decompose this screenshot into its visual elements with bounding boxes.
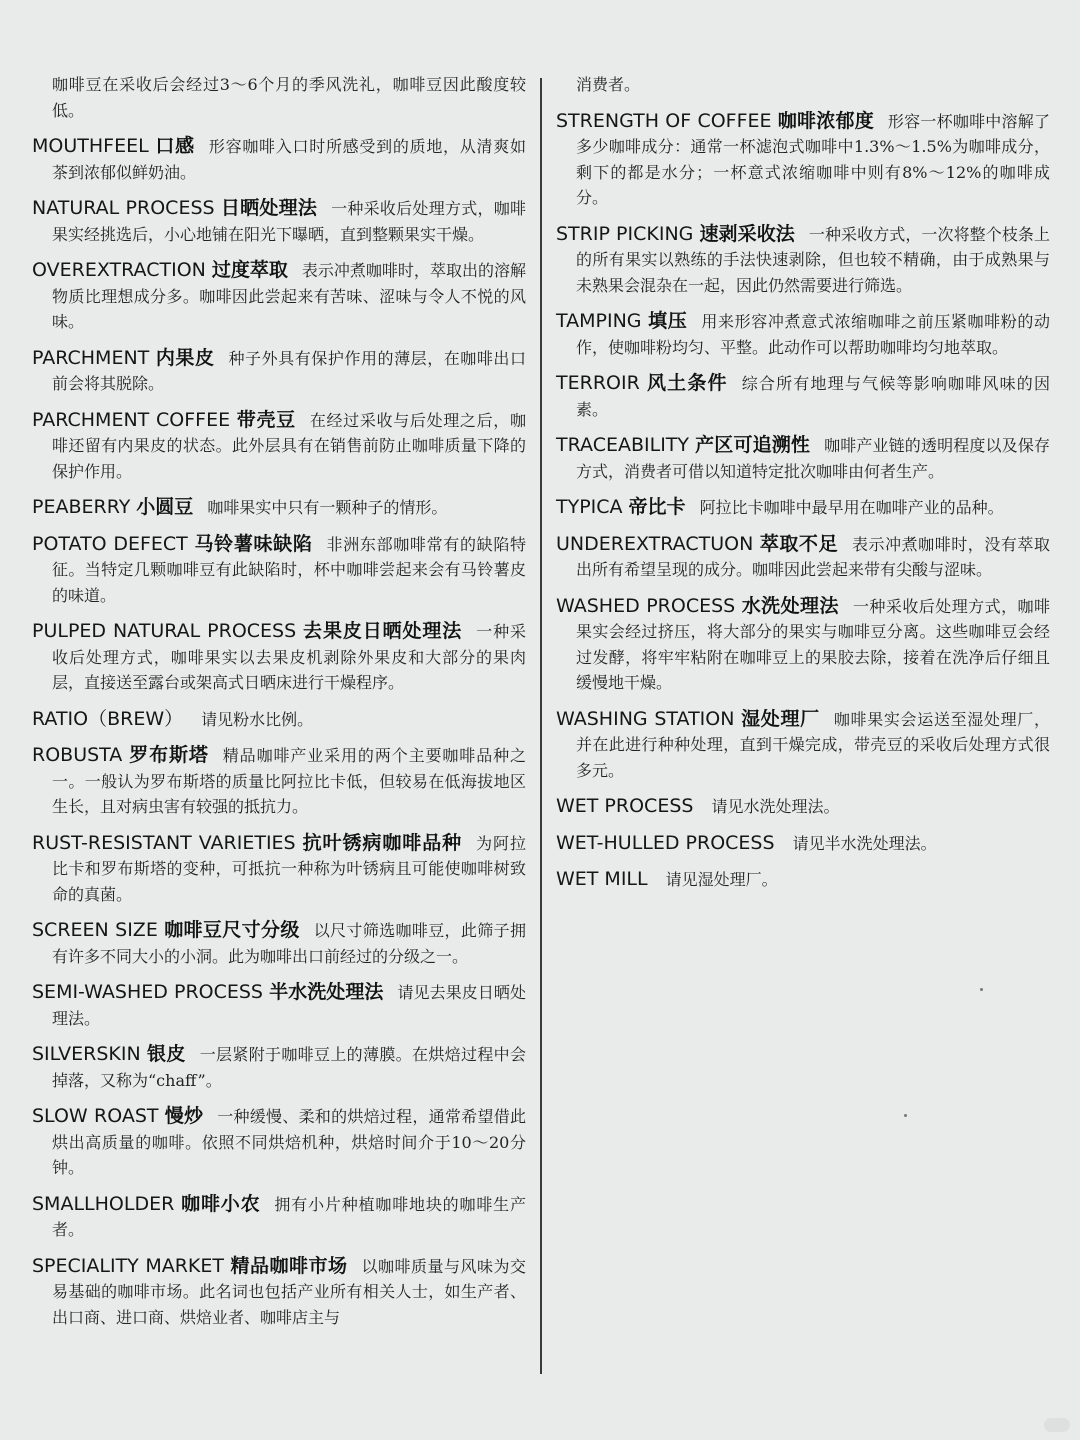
term-definition: 一层紧附于咖啡豆上的薄膜。在烘焙过程中会掉落，又称为“chaff”。 xyxy=(52,1045,526,1090)
term-english: WET MILL xyxy=(556,868,648,890)
term-definition: 一种采收后处理方式，咖啡果实以去果皮机剥除外果皮和大部分的果肉层，直接送至露台或架高式日晒床进行干燥程序。 xyxy=(52,622,526,692)
term-english: WET PROCESS xyxy=(556,795,694,817)
term-english: RUST-RESISTANT VARIETIES xyxy=(32,831,296,854)
term-definition: 一种采收后处理方式，咖啡果实会经过挤压，将大部分的果实与咖啡豆分离。这些咖啡豆会经过发酵，将牢牢粘附在咖啡豆上的果胶去除，接着在洗净后仔细且缓慢地干燥。 xyxy=(576,596,1050,692)
glossary-entry xyxy=(556,831,1050,857)
glossary-entry xyxy=(32,258,526,335)
glossary-entry xyxy=(32,1042,526,1093)
term-definition: 综合所有地理与气候等影响咖啡风味的因素。 xyxy=(576,374,1050,419)
term-english: TAMPING xyxy=(556,310,642,332)
glossary-column-right xyxy=(556,72,1050,904)
term-definition: 一种采收后处理方式，咖啡果实经挑选后，小心地铺在阳光下曝晒，直到整颗果实干燥。 xyxy=(52,199,526,244)
term-chinese: 马铃薯味缺陷 xyxy=(193,532,313,555)
term-chinese: 抗叶锈病咖啡品种 xyxy=(301,831,463,854)
term-definition: 咖啡果实中只有一颗种子的情形。 xyxy=(207,498,448,517)
term-chinese: 日晒处理法 xyxy=(220,197,318,219)
term-chinese: 水洗处理法 xyxy=(741,594,839,617)
term-english: SLOW ROAST xyxy=(32,1105,159,1127)
term-definition: 请见去果皮日晒处理法。 xyxy=(52,983,526,1028)
term-chinese: 帝比卡 xyxy=(628,496,686,518)
term-english: PARCHMENT COFFEE xyxy=(32,408,231,431)
term-english: TRACEABILITY xyxy=(556,434,690,456)
glossary-entry xyxy=(556,309,1050,360)
term-english: TERROIR xyxy=(556,372,640,394)
term-definition: 咖啡产业链的透明程度以及保存方式，消费者可借以知道特定批次咖啡由何者生产。 xyxy=(576,436,1050,481)
term-english: PARCHMENT xyxy=(32,346,150,369)
term-definition: 非洲东部咖啡常有的缺陷特征。当特定几颗咖啡豆有此缺陷时，杯中咖啡尝起来会有马铃薯皮的味道。 xyxy=(52,534,526,605)
term-english: SEMI-WASHED PROCESS xyxy=(32,981,263,1003)
glossary-entry xyxy=(556,867,1050,893)
term-chinese: 咖啡小农 xyxy=(180,1192,261,1215)
glossary-entry xyxy=(32,1254,526,1331)
term-definition: 阿拉比卡咖啡中最早用在咖啡产业的品种。 xyxy=(699,498,1004,517)
glossary-entry xyxy=(32,918,526,969)
term-chinese: 慢炒 xyxy=(164,1105,204,1127)
glossary-entry xyxy=(32,1104,526,1181)
term-definition: 形容咖啡入口时所感受到的质地，从清爽如茶到浓郁似鲜奶油。 xyxy=(52,137,526,182)
term-english: NATURAL PROCESS xyxy=(32,197,215,219)
term-english: SCREEN SIZE xyxy=(32,919,158,941)
term-chinese: 咖啡浓郁度 xyxy=(777,109,874,132)
term-english: RATIO（BREW） xyxy=(32,707,184,730)
term-chinese: 银皮 xyxy=(146,1043,186,1065)
glossary-entry xyxy=(556,222,1050,299)
term-chinese: 过度萃取 xyxy=(211,259,288,281)
term-chinese: 精品咖啡市场 xyxy=(230,1254,348,1277)
glossary-entry xyxy=(556,72,1050,98)
term-chinese: 小圆豆 xyxy=(136,496,194,518)
term-definition: 请见半水洗处理法。 xyxy=(792,833,937,853)
term-english: WASHED PROCESS xyxy=(556,594,736,617)
glossary-entry xyxy=(556,109,1050,211)
glossary-entry xyxy=(32,532,526,609)
term-chinese: 风土条件 xyxy=(645,372,728,394)
glossary-entry xyxy=(556,371,1050,422)
term-chinese: 湿处理厂 xyxy=(740,707,820,730)
speck-mark xyxy=(904,1114,907,1117)
term-definition: 精品咖啡产业采用的两个主要咖啡品种之一。一般认为罗布斯塔的质量比阿拉比卡低，但较易在低海拔地区生长，且对病虫害有较强的抵抗力。 xyxy=(52,746,526,816)
term-english: PULPED NATURAL PROCESS xyxy=(32,620,297,642)
term-definition: 一种采收方式，一次将整个枝条上的所有果实以熟练的手法快速剥除，但也较不精确，由于成熟果与未熟果会混杂在一起，因此仍然需要进行筛选。 xyxy=(576,224,1050,295)
term-definition: 形容一杯咖啡中溶解了多少咖啡成分：通常一杯滤泡式咖啡中1.3%～1.5%为咖啡成分，剩下的都是水分；一杯意式浓缩咖啡中则有8%～12%的咖啡成分。 xyxy=(576,111,1050,207)
glossary-entry xyxy=(32,1192,526,1243)
glossary-entry xyxy=(556,495,1050,521)
term-definition: 请见粉水比例。 xyxy=(201,709,314,729)
term-english: MOUTHFEEL xyxy=(32,135,149,157)
term-definition: 请见湿处理厂。 xyxy=(665,870,778,889)
term-chinese: 速剥采收法 xyxy=(699,222,795,245)
glossary-entry xyxy=(32,196,526,247)
glossary-column-left xyxy=(32,72,526,1341)
term-chinese: 带壳豆 xyxy=(236,408,296,431)
term-definition: 咖啡果实会运送至湿处理厂，并在此进行种种处理，直到干燥完成，带壳豆的采收后处理方式很多元。 xyxy=(576,709,1050,780)
term-english: WET-HULLED PROCESS xyxy=(556,831,775,854)
term-definition: 消费者。 xyxy=(576,75,641,94)
glossary-entry xyxy=(556,532,1050,583)
term-english: PEABERRY xyxy=(32,496,131,518)
term-definition: 用来形容冲煮意式浓缩咖啡之前压紧咖啡粉的动作，使咖啡粉均匀、平整。此动作可以帮助咖啡均匀地萃取。 xyxy=(576,312,1050,357)
term-definition: 表示冲煮咖啡时，萃取出的溶解物质比理想成分多。咖啡因此尝起来有苦味、涩味与令人不悦的风味。 xyxy=(52,261,526,331)
term-chinese: 内果皮 xyxy=(155,346,215,369)
glossary-entry xyxy=(556,707,1050,784)
glossary-entry xyxy=(32,495,526,521)
glossary-entry xyxy=(32,346,526,397)
term-english: OVEREXTRACTION xyxy=(32,259,206,281)
glossary-entry xyxy=(556,794,1050,820)
term-english: STRIP PICKING xyxy=(556,222,694,245)
term-chinese: 产区可追溯性 xyxy=(695,434,811,456)
term-definition: 以咖啡质量与风味为交易基础的咖啡市场。此名词也包括产业所有相关人士，如生产者、出口商、进口商、烘焙业者、咖啡店主与 xyxy=(52,1256,526,1327)
glossary-entry xyxy=(556,433,1050,484)
term-definition: 种子外具有保护作用的薄层，在咖啡出口前会将其脱除。 xyxy=(52,348,526,393)
term-chinese: 口感 xyxy=(154,135,195,157)
column-divider xyxy=(540,78,542,1374)
glossary-entry xyxy=(32,831,526,908)
term-chinese: 咖啡豆尺寸分级 xyxy=(163,919,300,941)
term-chinese: 半水洗处理法 xyxy=(269,981,384,1003)
glossary-entry xyxy=(556,594,1050,696)
term-chinese: 填压 xyxy=(647,310,688,332)
glossary-entry xyxy=(32,743,526,820)
term-english: POTATO DEFECT xyxy=(32,532,188,555)
term-english: UNDEREXTRACTUON xyxy=(556,532,754,555)
term-chinese: 萃取不足 xyxy=(759,532,839,555)
term-english: TYPICA xyxy=(556,496,623,518)
glossary-entry xyxy=(32,619,526,696)
term-english: SILVERSKIN xyxy=(32,1043,141,1065)
glossary-entry xyxy=(32,408,526,485)
term-definition: 一种缓慢、柔和的烘焙过程，通常希望借此烘出高质量的咖啡。依照不同烘焙机种，烘焙时间介于10～20分钟。 xyxy=(52,1107,526,1177)
term-definition: 请见水洗处理法。 xyxy=(711,797,840,816)
term-definition: 拥有小片种植咖啡地块的咖啡生产者。 xyxy=(52,1194,526,1239)
term-definition: 为阿拉比卡和罗布斯塔的变种，可抵抗一种称为叶锈病且可能使咖啡树致命的真菌。 xyxy=(52,833,526,904)
term-chinese: 罗布斯塔 xyxy=(128,744,209,766)
term-definition: 在经过采收与后处理之后，咖啡还留有内果皮的状态。此外层具有在销售前防止咖啡质量下降的保护作用。 xyxy=(52,410,526,481)
term-english: SPECIALITY MARKET xyxy=(32,1254,224,1277)
term-chinese: 去果皮日晒处理法 xyxy=(302,620,463,642)
term-english: WASHING STATION xyxy=(556,707,735,730)
term-definition: 以尺寸筛选咖啡豆，此筛子拥有许多不同大小的小洞。此为咖啡出口前经过的分级之一。 xyxy=(52,921,526,966)
glossary-entry xyxy=(32,134,526,185)
term-english: SMALLHOLDER xyxy=(32,1192,175,1215)
speck-mark xyxy=(980,988,983,991)
term-definition: 表示冲煮咖啡时，没有萃取出所有希望呈现的成分。咖啡因此尝起来带有尖酸与涩味。 xyxy=(576,534,1050,579)
term-english: STRENGTH OF COFFEE xyxy=(556,109,772,132)
term-definition: 咖啡豆在采收后会经过3～6个月的季风洗礼，咖啡豆因此酸度较低。 xyxy=(52,75,526,120)
glossary-entry xyxy=(32,980,526,1031)
glossary-entry xyxy=(32,72,526,123)
corner-mark xyxy=(1044,1418,1070,1432)
glossary-entry xyxy=(32,707,526,733)
term-english: ROBUSTA xyxy=(32,744,123,766)
